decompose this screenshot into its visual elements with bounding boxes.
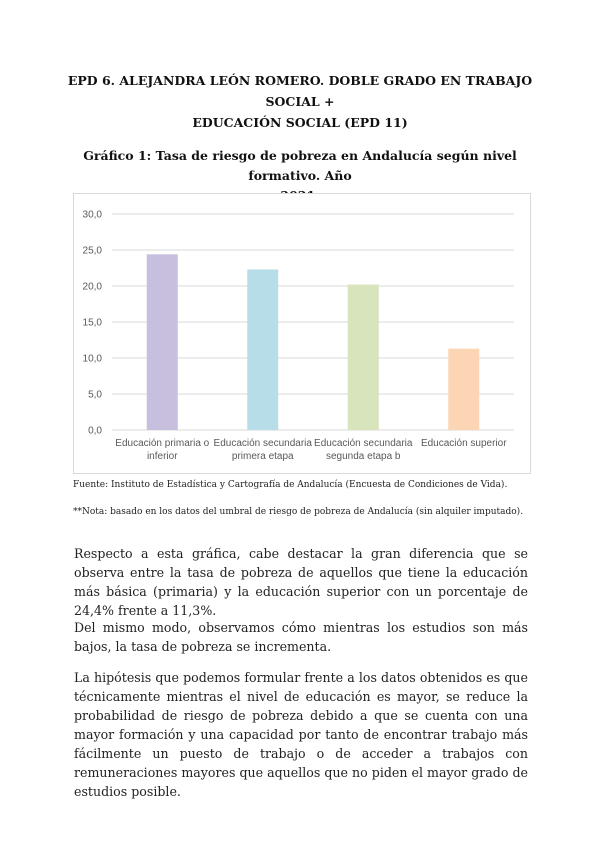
chart-caption-line-1: Gráfico 1: Tasa de riesgo de pobreza en Andalucía según nivel formativo. Año bbox=[83, 148, 517, 183]
bar bbox=[147, 254, 178, 430]
x-category-label: Educación secundaria segunda etapa b bbox=[314, 438, 413, 462]
header-line-2: EDUCACIÓN SOCIAL (EPD 11) bbox=[192, 115, 408, 130]
document-header bbox=[60, 70, 540, 133]
x-category-label: Educación secundaria primera etapa bbox=[213, 438, 312, 462]
x-category-label: Educación superior bbox=[420, 438, 507, 449]
paragraph-2: Del mismo modo, observamos cómo mientras los estudios son más bajos, la tasa de pobreza se incrementa. bbox=[74, 620, 528, 654]
x-category-label: Educación primaria o inferior bbox=[115, 438, 210, 462]
bar bbox=[247, 269, 278, 430]
y-tick-label: 5,0 bbox=[88, 389, 102, 401]
paragraph-1: Respecto a esta gráfica, cabe destacar la gran diferencia que se observa entre la tasa de pobreza de aquellos que tiene la educación más básica (primaria) y la educación superior con un porcentaje de 24,4% frente a 11,3%. bbox=[74, 546, 528, 618]
bar bbox=[348, 285, 379, 430]
bar-chart bbox=[73, 193, 531, 474]
y-tick-label: 25,0 bbox=[82, 245, 102, 257]
y-tick-label: 30,0 bbox=[82, 209, 102, 221]
y-tick-label: 10,0 bbox=[82, 353, 102, 365]
y-tick-label: 0,0 bbox=[88, 425, 102, 437]
y-tick-label: 20,0 bbox=[82, 281, 102, 293]
bar bbox=[448, 349, 479, 430]
y-tick-label: 15,0 bbox=[82, 317, 102, 329]
header-line-1: EPD 6. ALEJANDRA LEÓN ROMERO. DOBLE GRADO EN TRABAJO SOCIAL + bbox=[67, 73, 533, 109]
chart-source: Fuente: Instituto de Estadística y Cartografía de Andalucía (Encuesta de Condiciones de Vida). bbox=[73, 480, 508, 490]
chart-note: **Nota: basado en los datos del umbral de riesgo de pobreza de Andalucía (sin alquiler imputado). bbox=[73, 507, 524, 517]
paragraph-3: La hipótesis que podemos formular frente a los datos obtenidos es que técnicamente mientras el nivel de educación es mayor, se reduce la probabilidad de riesgo de pobreza debido a que se cuenta con una mayor formación y una capacidad por tanto de encontrar trabajo más fácilmente un puesto de trabajo o de acceder a trabajos con remuneraciones mayores que aquellos que no piden el mayor grado de estudios posible. bbox=[74, 670, 528, 799]
bar-chart-svg bbox=[74, 194, 530, 473]
